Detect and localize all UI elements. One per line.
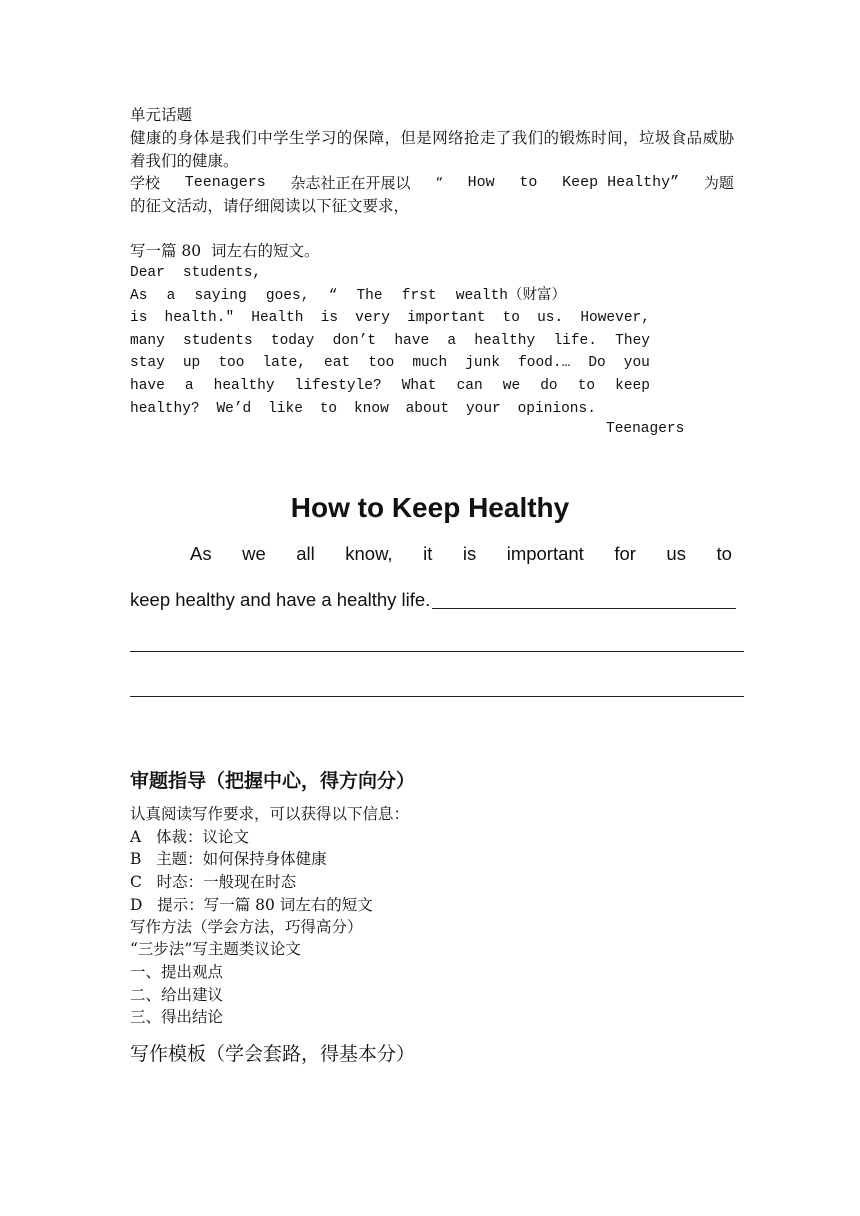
- guide-line: 认真阅读写作要求，可以获得以下信息：: [130, 805, 410, 823]
- letter-word: healthy: [213, 377, 275, 394]
- guide-line: C 时态：一般现在时态: [130, 873, 297, 891]
- letter-word: junk: [465, 355, 501, 372]
- school-word: to: [519, 174, 538, 191]
- greeting-word: Dear: [130, 265, 165, 281]
- letter-word: a: [184, 377, 194, 394]
- letter-word: life.: [553, 332, 597, 349]
- letter-line: [130, 307, 650, 330]
- school-word: 为题: [703, 174, 734, 192]
- letter-word: stay: [130, 355, 165, 372]
- answer-line[interactable]: [130, 651, 744, 652]
- guide-line: 写作方法（学会方法，巧得高分）: [130, 918, 363, 936]
- letter-word: They: [615, 332, 650, 349]
- letter-line: [130, 398, 596, 421]
- letter-word: Health: [251, 310, 304, 327]
- letter-word: frst: [401, 287, 437, 304]
- letter-word: do: [540, 377, 558, 394]
- letter-word: to: [577, 377, 596, 394]
- letter-word: many: [130, 332, 165, 349]
- magazine-name: Teenagers: [184, 174, 266, 191]
- letter-word: important: [407, 310, 486, 327]
- letter-word: you: [623, 355, 650, 372]
- school-line: [130, 172, 734, 194]
- letter-word: up: [182, 355, 201, 372]
- guide-line: B 主题：如何保持身体健康: [130, 850, 327, 868]
- essay-title: How to Keep Healthy: [290, 492, 570, 523]
- letter-word: your: [465, 400, 501, 417]
- school-word: 学校: [130, 174, 161, 192]
- essay-row-1: [190, 543, 732, 565]
- essay-word: it: [423, 543, 433, 564]
- letter-word: goes,: [265, 287, 310, 304]
- school-word: Keep Healthy”: [562, 174, 680, 191]
- task-line: 写一篇 80 词左右的短文。: [130, 242, 320, 260]
- answer-line[interactable]: [130, 696, 744, 697]
- essay-word: know,: [345, 543, 393, 564]
- letter-word: to: [502, 310, 520, 327]
- letter-word: healthy?: [130, 400, 200, 417]
- letter-word: us.: [537, 310, 564, 327]
- letter-word: lifestyle?: [294, 377, 382, 394]
- letter-line: [130, 352, 650, 375]
- essay-word: is: [462, 543, 477, 564]
- school-line-2: 的征文活动，请仔细阅读以下征文要求，: [130, 197, 410, 215]
- letter-word: However,: [580, 310, 650, 327]
- letter-word: like: [268, 400, 303, 417]
- greeting-word: students,: [182, 265, 262, 281]
- essay-row-2: keep healthy and have a healthy life.: [130, 589, 431, 610]
- letter-word: a: [447, 332, 457, 349]
- answer-blank[interactable]: [432, 608, 736, 609]
- topic-paragraph: 健康的身体是我们中学生学习的保障，但是网络抢走了我们的锻炼时间，垃圾食品威胁着我们的健康。: [130, 129, 734, 170]
- letter-word: about: [405, 400, 450, 417]
- guide-line: D 提示：写一篇 80 词左右的短文: [130, 896, 373, 914]
- letter-word: As: [130, 287, 148, 304]
- letter-word: wealth（财富）: [455, 287, 566, 304]
- letter-word: a: [166, 287, 176, 304]
- letter-line: [130, 375, 650, 398]
- letter-word: have: [130, 377, 165, 394]
- letter-word: saying: [194, 287, 247, 304]
- letter-word: don’t: [332, 332, 377, 349]
- essay-word: us: [666, 543, 686, 564]
- letter-word: too: [218, 355, 245, 372]
- letter-signature: Teenagers: [606, 421, 685, 437]
- guide-line: 一、提出观点: [130, 963, 224, 981]
- open-quote: “: [435, 174, 443, 192]
- guide-title: 审题指导（把握中心，得方向分）: [130, 770, 416, 792]
- essay-word: important: [506, 543, 584, 564]
- guide-line: “三步法”写主题类议论文: [130, 940, 301, 958]
- letter-word: The: [356, 287, 383, 304]
- essay-word: all: [296, 543, 315, 564]
- essay-word: we: [242, 543, 266, 564]
- letter-word: very: [355, 310, 390, 327]
- school-word: 杂志社正在开展以: [290, 174, 411, 192]
- template-title: 写作模板（学会套路，得基本分）: [130, 1043, 416, 1065]
- letter-word: too: [368, 355, 395, 372]
- guide-line: A 体裁：议论文: [130, 828, 249, 846]
- letter-word: to: [319, 400, 338, 417]
- letter-word: food.…: [518, 355, 571, 372]
- letter-word: we: [502, 377, 521, 394]
- letter-body: [130, 285, 650, 421]
- letter-word: today: [270, 332, 315, 349]
- letter: [130, 262, 650, 420]
- letter-word: keep: [615, 377, 650, 394]
- letter-word: can: [456, 377, 483, 394]
- essay-word: As: [190, 543, 212, 564]
- letter-word: eat: [324, 355, 351, 372]
- letter-greeting: [130, 262, 650, 285]
- essay-word: to: [716, 543, 732, 564]
- letter-word: “: [328, 287, 338, 304]
- letter-word: late,: [262, 355, 306, 372]
- letter-word: Do: [588, 355, 606, 372]
- guide-line: 三、得出结论: [130, 1008, 224, 1026]
- letter-word: is: [320, 310, 339, 327]
- letter-line: [130, 285, 566, 308]
- letter-word: have: [394, 332, 430, 349]
- topic-heading: 单元话题: [130, 106, 193, 124]
- letter-word: opinions.: [517, 400, 596, 417]
- letter-word: know: [353, 400, 389, 417]
- letter-word: What: [401, 377, 437, 394]
- guide-line: 二、给出建议: [130, 986, 224, 1004]
- letter-word: students: [183, 332, 253, 349]
- letter-line: [130, 330, 650, 353]
- essay-word: for: [614, 543, 636, 564]
- letter-word: health.″: [164, 310, 235, 327]
- letter-word: much: [412, 355, 448, 372]
- letter-word: is: [130, 310, 148, 327]
- school-word: How: [467, 174, 495, 191]
- letter-word: We’d: [216, 400, 252, 417]
- letter-word: healthy: [474, 332, 536, 349]
